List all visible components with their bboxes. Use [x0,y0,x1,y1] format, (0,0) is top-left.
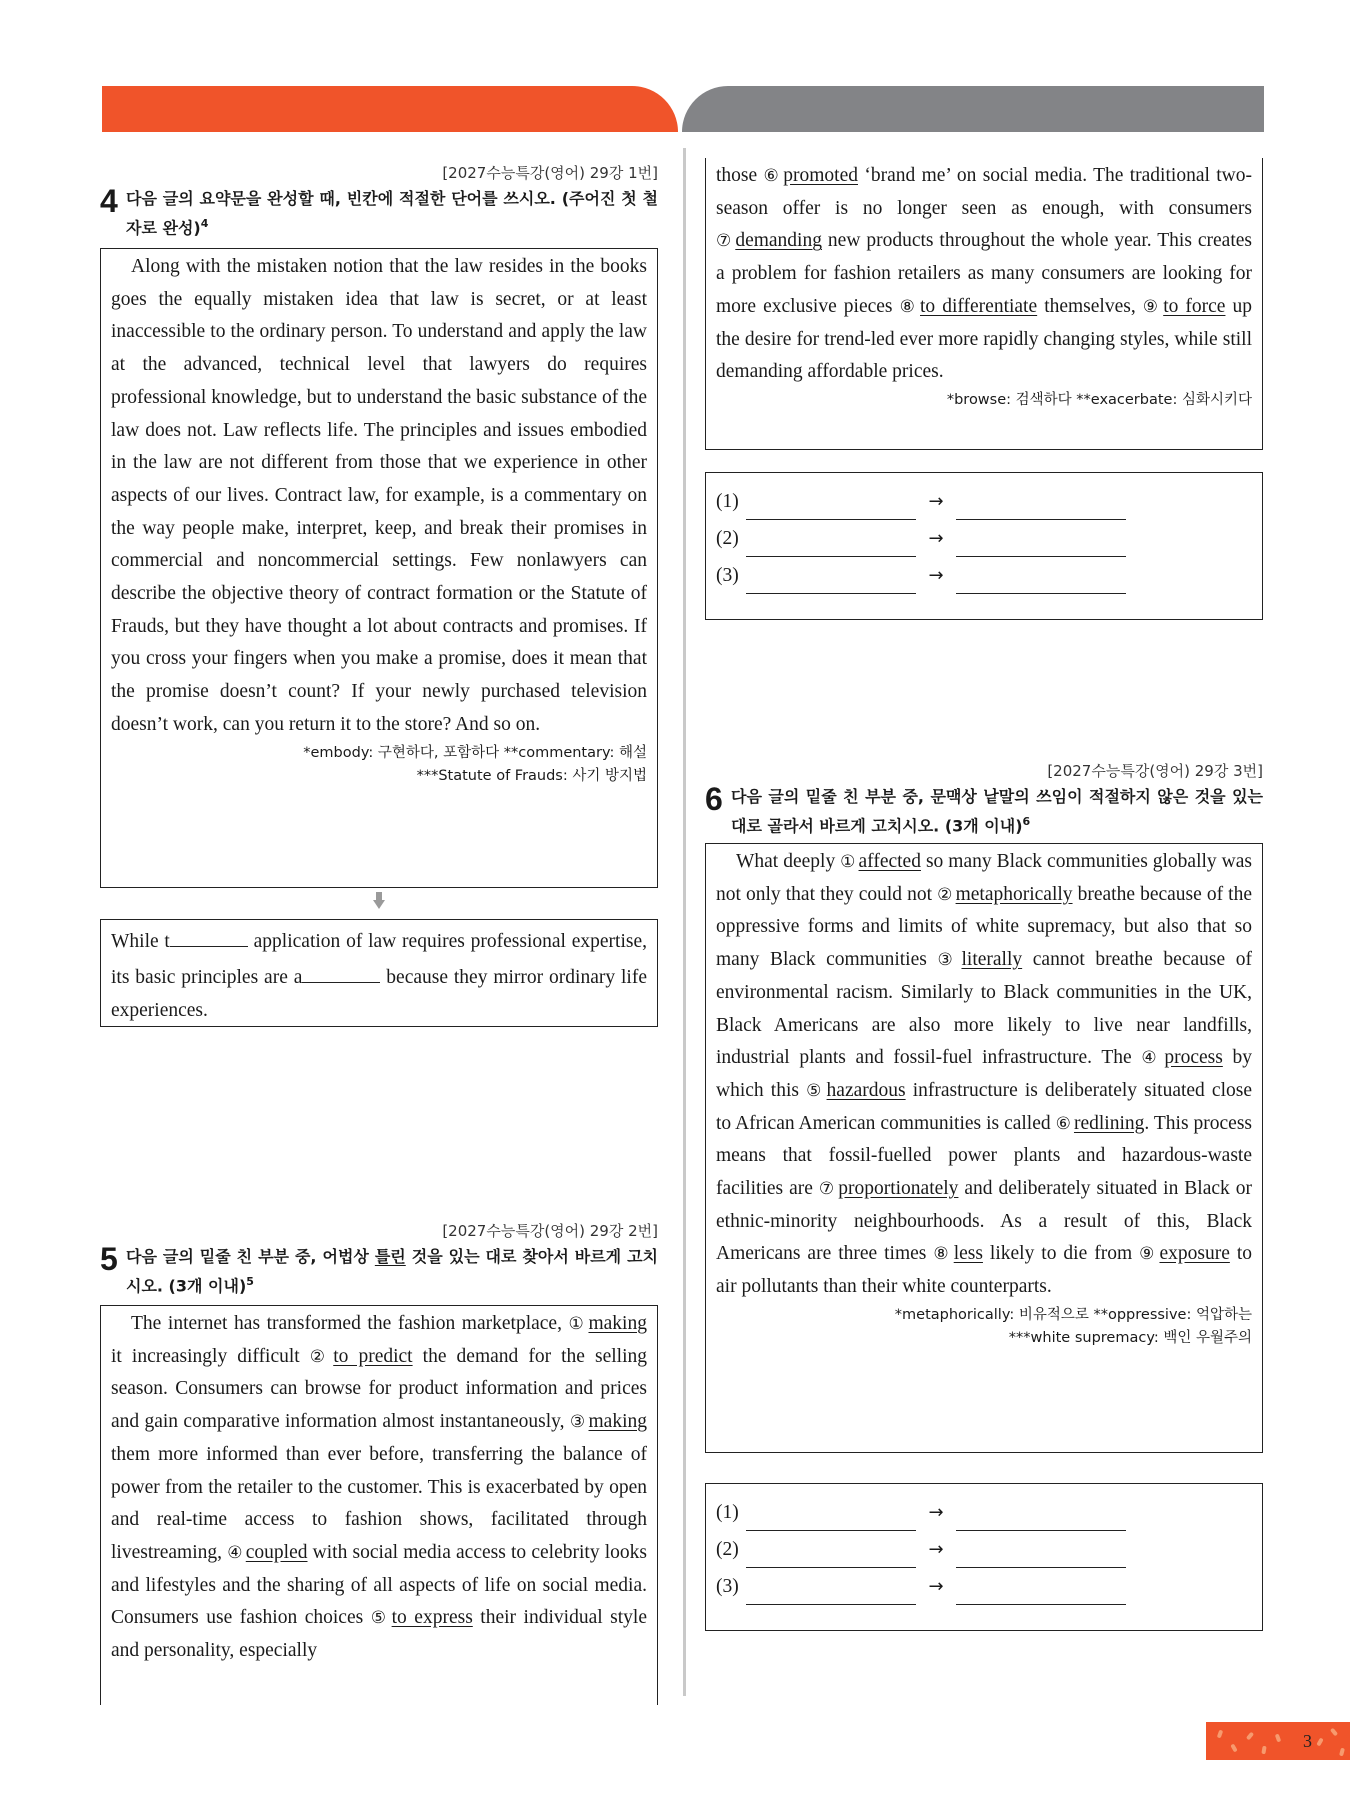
column-divider [683,148,686,1696]
q5-answer-1-from[interactable] [746,495,916,520]
q5-passage-box-part1 [100,1305,658,1705]
q5-answer-2-to[interactable] [956,532,1126,557]
q4-summary-box [100,919,658,1027]
q4-source: [2027수능특강(영어) 29강 1번] [442,164,658,182]
q5-answer-3-to[interactable] [956,569,1126,594]
q6-answer-row-2: (2) → [716,1531,1252,1568]
q5-passage-box-part2 [705,158,1263,450]
q4-gloss-1: *embody: 구현하다, 포함하다 **commentary: 해설 [303,744,647,761]
q6-answer-row-1: (1) → [716,1494,1252,1531]
q4-blank-t[interactable] [170,922,248,947]
header-band-gray [682,86,1264,132]
q6-gloss-2: ***white supremacy: 백인 우월주의 [1008,1329,1252,1346]
q4-summary-text-c: because they mirror ordinary life experiences. [111,967,647,1021]
q6-answer-1-to[interactable] [956,1506,1126,1531]
q4-passage-box [100,248,658,888]
down-arrow-icon [373,892,385,910]
q6-source: [2027수능특강(영어) 29강 3번] [1047,762,1263,780]
question-4-header [100,162,658,240]
q6-gloss-1: *metaphorically: 비유적으로 **oppressive: 억압하는 [894,1306,1252,1323]
q6-answer-2-from[interactable] [746,1543,916,1568]
q6-passage-box [705,843,1263,1453]
q5-answer-row-1: (1) → [716,483,1252,520]
q5-passage-part1: The internet has transformed the fashion marketplace, ① making it increasingly difficult ② to predict the demand for the selling season. Consumers can browse for product information and prices and gain comparative information almost instantaneously, ③ making them more informed than ever before, transferring the balance of power from the retailer to the customer. This is exacerbated by open and real-time access to fashion shows, facilitated through livestreaming, ④ coupled with social media access to celebrity looks and lifestyles and the sharing of all aspects of life on social media. Consumers use fashion choices ⑤ to express their individual style and personality, especially [111,1313,648,1662]
q5-number: 5 [100,1241,118,1277]
q5-answer-box [705,472,1263,620]
q4-blank-a[interactable] [302,958,380,983]
q4-summary-text-b: application of law requires professional expertise, its basic principles are a [111,931,647,988]
q5-source: [2027수능특강(영어) 29강 2번] [442,1222,658,1240]
page-number: 3 [1303,1731,1312,1751]
q6-passage: What deeply ① affected so many Black communities globally was not only that they could not ② metaphorically breathe because of the oppressive forms and limits of white supremacy, but also that so many Black communities ③ literally cannot breathe because of environmental racism. Similarly to Black communities in the UK, Black Americans are also more likely to live near landfills, industrial plants and fossil-fuel infrastructure. The ④ process by which this ⑤ hazardous infrastructure is deliberately situated close to African American communities is called ⑥ redlining. This process means that fossil-fuelled power plants and hazardous-waste facilities are ⑦ proportionately and deliberately situated in Black or ethnic-minority neighbourhoods. As a result of this, Black Americans are three times ⑧ less likely to die from ⑨ exposure to air pollutants than their white counterparts. [716,851,1253,1298]
q5-instruction: 다음 글의 밑줄 친 부분 중, 어법상 틀린 것을 있는 대로 찾아서 바르게 고치시오. (3개 이내)$^5$ [126,1247,659,1296]
q4-summary-text-a: While t [111,931,170,952]
q4-number: 4 [100,183,118,219]
q4-gloss-2: ***Statute of Frauds: 사기 방지법 [416,767,647,784]
question-6-header [705,760,1263,838]
q6-answer-box [705,1483,1263,1631]
q4-passage: Along with the mistaken notion that the law resides in the books goes the equally mistaken idea that law is secret, or at least inaccessible to the ordinary person. To understand and apply the law at the advanced, technical level that lawyers do requires professional knowledge, but to understand the basic substance of the law does not. Law reflects life. The principles and issues embodied in the law are not different from those that we experience in other aspects of our lives. Contract law, for example, is a commentary on the way people make, interpret, keep, and break their promises in commercial and noncommercial settings. Few nonlawyers can describe the objective theory of contract formation or the Statute of Frauds, but they have thought a lot about contracts and promises. If you cross your fingers when you make a promise, does it mean that the promise doesn’t count? If your newly purchased television doesn’t work, can you return it to the store? And so on. [111,256,647,735]
question-5-header [100,1220,658,1298]
q5-answer-1-to[interactable] [956,495,1126,520]
q5-answer-3-from[interactable] [746,569,916,594]
q6-answer-row-3: (3) → [716,1568,1252,1605]
q5-answer-row-3: (3) → [716,557,1252,594]
header-band-orange [102,86,678,132]
q4-instruction: 다음 글의 요약문을 완성할 때, 빈칸에 적절한 단어를 쓰시오. (주어진 첫 철자로 완성)$^4$ [126,189,658,238]
q6-instruction: 다음 글의 밑줄 친 부분 중, 문맥상 낱말의 쓰임이 적절하지 않은 것을 있는 대로 골라서 바르게 고치시오. (3개 이내)$^6$ [731,787,1263,836]
q6-answer-2-to[interactable] [956,1543,1126,1568]
q6-answer-3-to[interactable] [956,1580,1126,1605]
q5-answer-row-2: (2) → [716,520,1252,557]
q5-answer-2-from[interactable] [746,532,916,557]
q6-answer-3-from[interactable] [746,1580,916,1605]
q6-number: 6 [705,781,723,817]
q6-answer-1-from[interactable] [746,1506,916,1531]
q5-passage-part2: those ⑥ promoted ‘brand me’ on social media. The traditional two-season offer is no longer seen as enough, with consumers ⑦ demanding new products throughout the whole year. This creates a problem for fashion retailers as many consumers are looking for more exclusive pieces ⑧ to differentiate themselves, ⑨ to force up the desire for trend-led ever more rapidly changing styles, while still demanding affordable prices. [716,165,1252,383]
q5-gloss: *browse: 검색하다 **exacerbate: 심화시키다 [946,391,1252,408]
